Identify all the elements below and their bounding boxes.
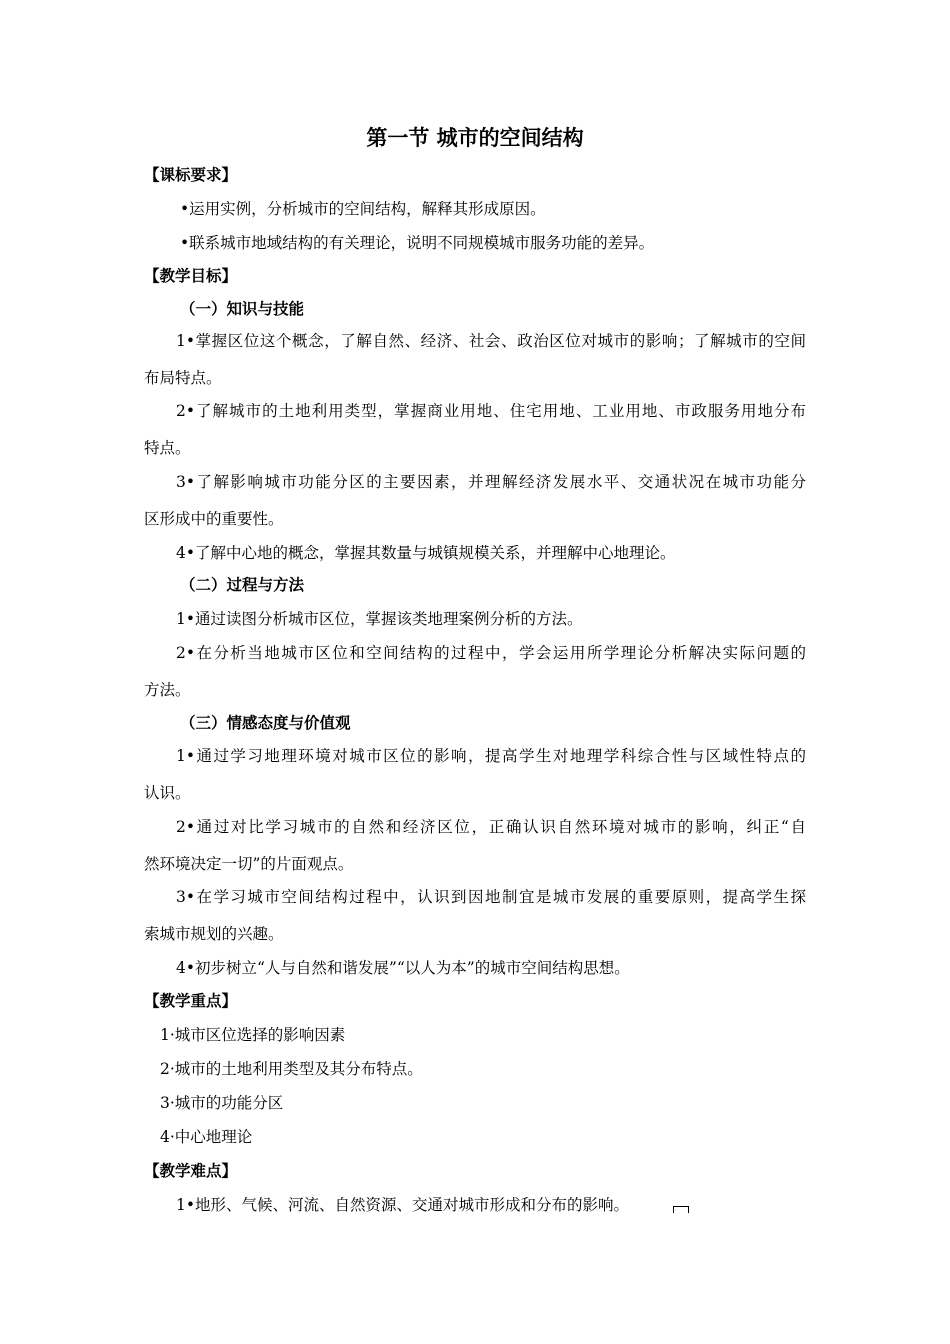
zhongdian-item-3: 3·城市的功能分区 [160, 1094, 284, 1112]
knowledge-item-2-line-2: 特点。 [144, 439, 191, 457]
attitude-item-4: 4•初步树立“人与自然和谐发展”“以人为本”的城市空间结构思想。 [176, 959, 630, 977]
knowledge-item-2-line-1: 2•了解城市的土地利用类型，掌握商业用地、住宅用地、工业用地、市政服务用地分布 [176, 402, 806, 420]
section-heading-mubiao: 【教学目标】 [144, 267, 238, 285]
process-item-1: 1•通过读图分析城市区位，掌握该类地理案例分析的方法。 [176, 610, 583, 628]
subheading-knowledge-skills: （一）知识与技能 [180, 300, 305, 318]
process-item-2-line-1: 2•在分析当地城市区位和空间结构的过程中，学会运用所学理论分析解决实际问题的 [176, 644, 806, 662]
attitude-item-1-line-2: 认识。 [144, 784, 191, 802]
knowledge-item-4: 4•了解中心地的概念，掌握其数量与城镇规模关系，并理解中心地理论。 [176, 544, 676, 562]
attitude-item-1-line-1: 1•通过学习地理环境对城市区位的影响，提高学生对地理学科综合性与区域性特点的 [176, 747, 806, 765]
knowledge-item-3-line-2: 区形成中的重要性。 [144, 510, 284, 528]
process-item-2-line-2: 方法。 [144, 681, 191, 699]
zhongdian-item-2: 2·城市的土地利用类型及其分布特点。 [160, 1060, 423, 1078]
section-heading-zhongdian: 【教学重点】 [144, 992, 238, 1010]
section-heading-nandian: 【教学难点】 [144, 1162, 238, 1180]
nandian-item-1: 1•地形、气候、河流、自然资源、交通对城市形成和分布的影响。 [176, 1196, 630, 1214]
attitude-item-2-line-2: 然环境决定一切”的片面观点。 [144, 855, 354, 873]
attitude-item-3-line-2: 索城市规划的兴趣。 [144, 925, 284, 943]
section-heading-kebiao: 【课标要求】 [144, 166, 238, 184]
knowledge-item-1-line-1: 1•掌握区位这个概念，了解自然、经济、社会、政治区位对城市的影响；了解城市的空间 [176, 332, 806, 350]
attitude-item-2-line-1: 2•通过对比学习城市的自然和经济区位，正确认识自然环境对城市的影响，纠正“自 [176, 818, 806, 836]
zhongdian-item-4: 4·中心地理论 [160, 1128, 253, 1146]
text-cursor-mark [673, 1206, 689, 1213]
zhongdian-item-1: 1·城市区位选择的影响因素 [160, 1026, 346, 1044]
page-title: 第一节 城市的空间结构 [366, 126, 584, 150]
attitude-item-3-line-1: 3•在学习城市空间结构过程中，认识到因地制宜是城市发展的重要原则，提高学生探 [176, 888, 806, 906]
subheading-attitude-values: （三）情感态度与价值观 [180, 714, 351, 732]
subheading-process-methods: （二）过程与方法 [180, 576, 305, 594]
knowledge-item-3-line-1: 3•了解影响城市功能分区的主要因素，并理解经济发展水平、交通状况在城市功能分 [176, 473, 806, 491]
knowledge-item-1-line-2: 布局特点。 [144, 369, 222, 387]
kebiao-item-1: •运用实例，分析城市的空间结构，解释其形成原因。 [180, 200, 546, 218]
kebiao-item-2: •联系城市地域结构的有关理论，说明不同规模城市服务功能的差异。 [180, 234, 655, 252]
